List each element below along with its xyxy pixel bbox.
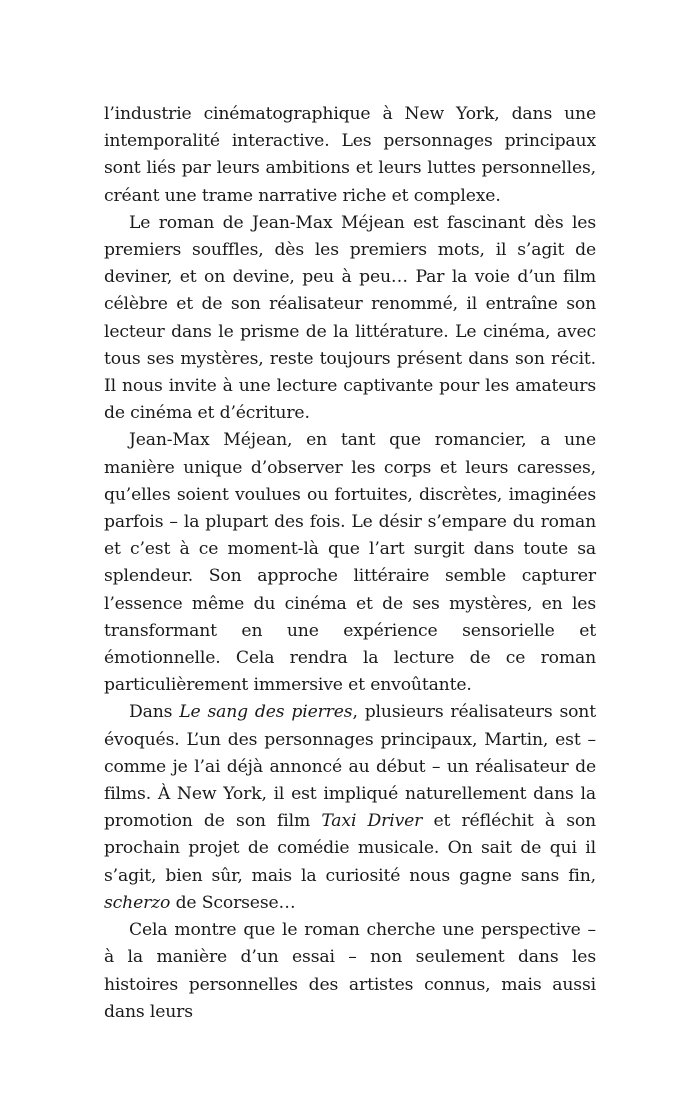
paragraph <box>104 101 596 210</box>
text-segment: Jean-Max Méjean, en tant que romancier, a une manière unique d’observer les corps et leurs caresses, qu’elles soient voulues ou fortuites, discrètes, imaginées parfois – la plupart des fois. Le désir s’empare du roman et c’est à ce moment-là que l’art surgit dans toute sa splendeur. Son approche littéraire semble capturer l’essence même du cinéma et de ses mystères, en les transformant en une expérience sensorielle et émotionnelle. Cela rendra la lecture de ce roman particulièrement immersive et envoûtante. <box>104 430 596 696</box>
document-page <box>104 101 596 1026</box>
paragraph <box>104 210 596 428</box>
italic-word: scherzo <box>104 892 171 913</box>
text-segment: et réfléchit à son prochain projet de comédie musicale. On sait de qui il s’agit, bien sûr, mais la curiosité nous gagne sans fin, <box>104 811 596 886</box>
paragraph <box>104 699 596 917</box>
text-segment: , plusieurs réalisateurs sont évoqués. L’un des personnages principaux, Martin, est – comme je l’ai déjà annoncé au début – un réalisateur de films. À New York, il est impliqué naturellement dans la promotion de son film <box>104 702 596 832</box>
book-title-italic: Le sang des pierres <box>179 702 353 723</box>
text-segment: l’industrie cinématographique à New York, dans une intemporalité interactive. Les personnages principaux sont liés par leurs ambitions et leurs luttes personnelles, créant une trame narrative riche et complexe. <box>104 104 596 206</box>
text-segment: de Scorsese… <box>170 892 296 913</box>
text-segment: Cela montre que le roman cherche une perspective – à la manière d’un essai – non seulement dans les histoires personnelles des artistes connus, mais aussi dans leurs <box>104 920 596 1022</box>
text-segment: Dans <box>129 702 180 723</box>
text-segment: Le roman de Jean-Max Méjean est fascinant dès les premiers souffles, dès les premiers mots, il s’agit de deviner, et on devine, peu à peu… Par la voie d’un film célèbre et de son réalisateur renommé, il entraîne son lecteur dans le prisme de la littérature. Le cinéma, avec tous ses mystères, reste toujours présent dans son récit. Il nous invite à une lecture captivante pour les amateurs de cinéma et d’écriture. <box>104 212 596 424</box>
film-title-italic: Taxi Driver <box>321 811 423 832</box>
paragraph <box>104 427 596 699</box>
paragraph <box>104 917 596 1026</box>
